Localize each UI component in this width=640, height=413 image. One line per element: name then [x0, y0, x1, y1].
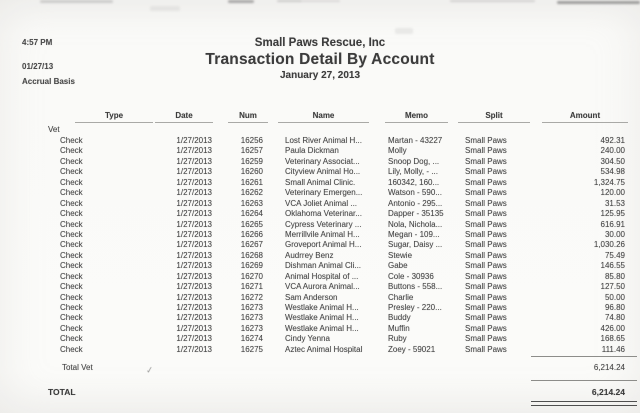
grand-total-amount: 6,214.24 — [591, 387, 625, 398]
cell-num: 16273 — [240, 313, 263, 323]
cell-name: Westlake Animal H... — [285, 303, 359, 312]
cell-split: Small Paws — [465, 334, 507, 344]
cell-date: 1/27/2013 — [176, 261, 212, 271]
cell-type: Check — [60, 198, 83, 208]
cell-date: 1/27/2013 — [176, 282, 212, 292]
table-row — [0, 240, 640, 250]
subtotal-rule-top — [0, 356, 640, 357]
scan-artifact — [40, 0, 113, 3]
column-header-amount: Amount — [535, 111, 628, 123]
cell-amount: 125.95 — [600, 209, 625, 219]
column-header-type: Type — [0, 111, 155, 123]
cell-memo: Nola, Nichola... — [388, 219, 443, 229]
cell-name: Cypress Veterinary ... — [285, 219, 362, 229]
cell-memo: Ruby — [388, 334, 407, 344]
cell-date: 1/27/2013 — [176, 156, 212, 166]
cell-date: 1/27/2013 — [176, 167, 212, 177]
cell-name: Westlake Animal H... — [285, 323, 359, 333]
table-row — [0, 188, 640, 198]
cell-num: 16265 — [240, 219, 263, 229]
cell-type: Check — [60, 344, 83, 354]
cell-name: Audrrey Benz — [285, 250, 334, 260]
cell-type: Check — [60, 219, 83, 229]
cell-amount: 304.50 — [600, 156, 625, 166]
cell-split: Small Paws — [465, 167, 507, 177]
table-row — [0, 261, 640, 271]
cell-date: 1/27/2013 — [176, 344, 212, 354]
cell-split: Small Paws — [465, 219, 507, 229]
cell-num: 16270 — [240, 271, 263, 281]
cell-num: 16268 — [240, 250, 263, 260]
cell-type: Check — [60, 303, 83, 312]
cell-split: Small Paws — [465, 198, 507, 208]
table-row — [0, 313, 640, 323]
cell-num: 16259 — [240, 156, 263, 166]
cell-memo: Antonio - 295... — [388, 198, 443, 208]
cell-num: 16273 — [240, 323, 263, 333]
cell-num: 16262 — [240, 188, 263, 198]
table-row — [0, 230, 640, 240]
cell-amount: 426.00 — [600, 323, 625, 333]
scan-artifact — [450, 0, 535, 2]
cell-memo: Charlie — [388, 292, 414, 302]
cell-date: 1/27/2013 — [176, 323, 212, 333]
cell-memo: Lily, Molly, - ... — [388, 167, 438, 177]
cell-num: 16264 — [240, 209, 263, 219]
cell-memo: Martan - 43227 — [388, 136, 443, 145]
cell-name: Sam Anderson — [285, 292, 338, 302]
cell-amount: 75.49 — [604, 250, 625, 260]
cell-amount: 1,324.75 — [593, 177, 625, 187]
cell-split: Small Paws — [465, 136, 507, 145]
scan-artifact — [395, 28, 413, 34]
cell-amount: 1,030.26 — [593, 240, 625, 250]
cell-num: 16267 — [240, 240, 263, 250]
cell-memo: Sugar, Daisy ... — [388, 240, 443, 250]
report-header — [0, 36, 640, 82]
cell-num: 16269 — [240, 261, 263, 271]
cell-type: Check — [60, 334, 83, 344]
cell-split: Small Paws — [465, 271, 507, 281]
total-vet-row — [0, 363, 640, 373]
scan-artifact — [150, 6, 180, 11]
column-header-name: Name — [269, 111, 369, 123]
cell-split: Small Paws — [465, 282, 507, 292]
cell-name: Animal Hospital of ... — [285, 271, 359, 281]
cell-num: 16271 — [240, 282, 263, 292]
cell-memo: Dapper - 35135 — [388, 209, 444, 219]
cell-date: 1/27/2013 — [176, 334, 212, 344]
cell-date: 1/27/2013 — [176, 292, 212, 302]
cell-date: 1/27/2013 — [176, 219, 212, 229]
total-vet-label: Total Vet — [62, 363, 93, 373]
table-row — [0, 293, 640, 303]
cell-amount: 111.46 — [601, 344, 625, 354]
cell-amount: 120.00 — [600, 188, 625, 198]
cell-date: 1/27/2013 — [176, 146, 212, 156]
scan-artifact — [300, 0, 340, 2]
cell-amount: 50.00 — [604, 292, 625, 302]
table-row — [0, 303, 640, 313]
cell-num: 16275 — [240, 344, 263, 354]
cell-date: 1/27/2013 — [176, 271, 212, 281]
cell-type: Check — [60, 167, 83, 177]
cell-name: Veterinary Associat... — [285, 156, 360, 166]
cell-memo: Buttons - 558... — [388, 282, 443, 292]
cell-split: Small Paws — [465, 250, 507, 260]
cell-num: 16266 — [240, 229, 263, 239]
cell-name: Westlake Animal H... — [285, 313, 359, 323]
cell-date: 1/27/2013 — [176, 188, 212, 198]
table-row — [0, 157, 640, 167]
column-header-split: Split — [455, 111, 535, 123]
table-row — [0, 220, 640, 230]
cell-split: Small Paws — [465, 292, 507, 302]
cell-memo: 160342, 160... — [388, 177, 440, 187]
grand-total-double-rule — [0, 401, 640, 402]
cell-num: 16273 — [240, 303, 263, 312]
cell-split: Small Paws — [465, 188, 507, 198]
cell-amount: 240.00 — [600, 146, 625, 156]
cell-amount: 31.53 — [604, 198, 625, 208]
cell-type: Check — [60, 156, 83, 166]
cell-num: 16261 — [240, 177, 263, 187]
report-basis: Accrual Basis — [22, 77, 75, 86]
company-name: Small Paws Rescue, Inc — [254, 37, 386, 49]
cell-type: Check — [60, 177, 83, 187]
cell-amount: 74.80 — [604, 313, 625, 323]
table-row — [0, 209, 640, 219]
scan-artifact — [277, 0, 301, 2]
cell-amount: 85.80 — [604, 271, 625, 281]
cell-date: 1/27/2013 — [176, 250, 212, 260]
cell-split: Small Paws — [465, 229, 507, 239]
cell-type: Check — [60, 250, 83, 260]
grand-total-label: TOTAL — [48, 387, 76, 398]
cell-amount: 96.80 — [604, 303, 625, 312]
table-row — [0, 167, 640, 177]
cell-amount: 146.55 — [600, 261, 625, 271]
cell-amount: 492.31 — [600, 136, 625, 145]
cell-amount: 168.65 — [600, 334, 625, 344]
cell-memo: Molly — [388, 146, 407, 156]
table-row — [0, 324, 640, 334]
scan-artifact — [557, 1, 640, 4]
table-body — [0, 136, 640, 355]
cell-split: Small Paws — [465, 323, 507, 333]
cell-date: 1/27/2013 — [176, 177, 212, 187]
cell-type: Check — [60, 146, 83, 156]
table-row — [0, 345, 640, 355]
report-title: Transaction Detail By Account — [205, 51, 435, 68]
cell-type: Check — [60, 313, 83, 323]
cell-type: Check — [60, 136, 83, 145]
cell-name: VCA Aurora Animal... — [285, 282, 360, 292]
cell-split: Small Paws — [465, 177, 507, 187]
table-row — [0, 282, 640, 292]
cell-split: Small Paws — [465, 261, 507, 271]
cell-memo: Presley - 220... — [388, 303, 442, 312]
table-row — [0, 146, 640, 156]
cell-type: Check — [60, 240, 83, 250]
cell-memo: Megan - 109... — [388, 229, 440, 239]
cell-date: 1/27/2013 — [176, 136, 212, 145]
cell-date: 1/27/2013 — [176, 209, 212, 219]
cell-name: Cindy Yenna — [285, 334, 330, 344]
cell-num: 16257 — [240, 146, 263, 156]
cell-num: 16272 — [240, 292, 263, 302]
cell-num: 16263 — [240, 198, 263, 208]
cell-date: 1/27/2013 — [176, 303, 212, 312]
cell-memo: Buddy — [388, 313, 411, 323]
cell-num: 16260 — [240, 167, 263, 177]
table-row — [0, 251, 640, 261]
report-time: 4:57 PM — [22, 38, 53, 47]
cell-memo: Gabe — [388, 261, 408, 271]
cell-memo: Zoey - 59021 — [388, 344, 436, 354]
cell-amount: 127.50 — [600, 282, 625, 292]
cell-split: Small Paws — [465, 156, 507, 166]
cell-name: Paula Dickman — [285, 146, 339, 156]
cell-type: Check — [60, 292, 83, 302]
cell-memo: Stewie — [388, 250, 413, 260]
table-row — [0, 272, 640, 282]
column-header-memo: Memo — [369, 111, 455, 123]
cell-memo: Muffin — [388, 323, 410, 333]
cell-name: Groveport Animal H... — [285, 240, 362, 250]
cell-num: 16274 — [240, 334, 263, 344]
cell-amount: 616.91 — [600, 219, 625, 229]
column-header-num: Num — [217, 111, 269, 123]
cell-date: 1/27/2013 — [176, 240, 212, 250]
cell-date: 1/27/2013 — [176, 198, 212, 208]
subtotal-rule-bottom — [0, 380, 640, 381]
report-date-stamp: 01/27/13 — [22, 62, 54, 71]
cell-amount: 534.98 — [600, 167, 625, 177]
cell-name: Lost River Animal H... — [285, 136, 362, 145]
cell-name: Small Animal Clinic. — [285, 177, 356, 187]
column-header-date: Date — [155, 111, 217, 123]
cell-type: Check — [60, 282, 83, 292]
cell-date: 1/27/2013 — [176, 229, 212, 239]
cell-type: Check — [60, 261, 83, 271]
cell-split: Small Paws — [465, 209, 507, 219]
cell-name: VCA Joliet Animal ... — [285, 198, 358, 208]
grand-total-row — [0, 387, 640, 397]
cell-split: Small Paws — [465, 146, 507, 156]
cell-name: Merrillvile Animal H... — [285, 229, 360, 239]
cell-type: Check — [60, 271, 83, 281]
cell-name: Oklahoma Veterinar... — [285, 209, 362, 219]
column-header-row — [0, 108, 640, 123]
cell-name: Cityview Animal Ho... — [285, 167, 361, 177]
cell-memo: Watson - 590... — [388, 188, 442, 198]
cell-memo: Snoop Dog, ... — [388, 156, 440, 166]
transactions-table — [0, 108, 640, 402]
scan-checkmark-artifact: ✓ — [145, 364, 155, 376]
cell-split: Small Paws — [465, 303, 507, 312]
section-label-vet: Vet — [48, 125, 60, 134]
cell-type: Check — [60, 188, 83, 198]
table-row — [0, 199, 640, 209]
cell-type: Check — [60, 229, 83, 239]
total-vet-amount: 6,214.24 — [593, 363, 625, 373]
cell-memo: Cole - 30936 — [388, 271, 434, 281]
table-row — [0, 178, 640, 188]
cell-name: Veterinary Emergen... — [285, 188, 363, 198]
cell-type: Check — [60, 323, 83, 333]
report-subtitle: January 27, 2013 — [279, 70, 361, 81]
cell-name: Dishman Animal Cli... — [285, 261, 362, 271]
cell-name: Aztec Animal Hospital — [285, 344, 363, 354]
table-row — [0, 334, 640, 344]
cell-type: Check — [60, 209, 83, 219]
cell-split: Small Paws — [465, 240, 507, 250]
scan-artifact — [228, 0, 254, 3]
cell-split: Small Paws — [465, 344, 507, 354]
cell-split: Small Paws — [465, 313, 507, 323]
cell-num: 16256 — [240, 136, 263, 145]
cell-date: 1/27/2013 — [176, 313, 212, 323]
table-row — [0, 136, 640, 146]
cell-amount: 30.00 — [604, 229, 625, 239]
